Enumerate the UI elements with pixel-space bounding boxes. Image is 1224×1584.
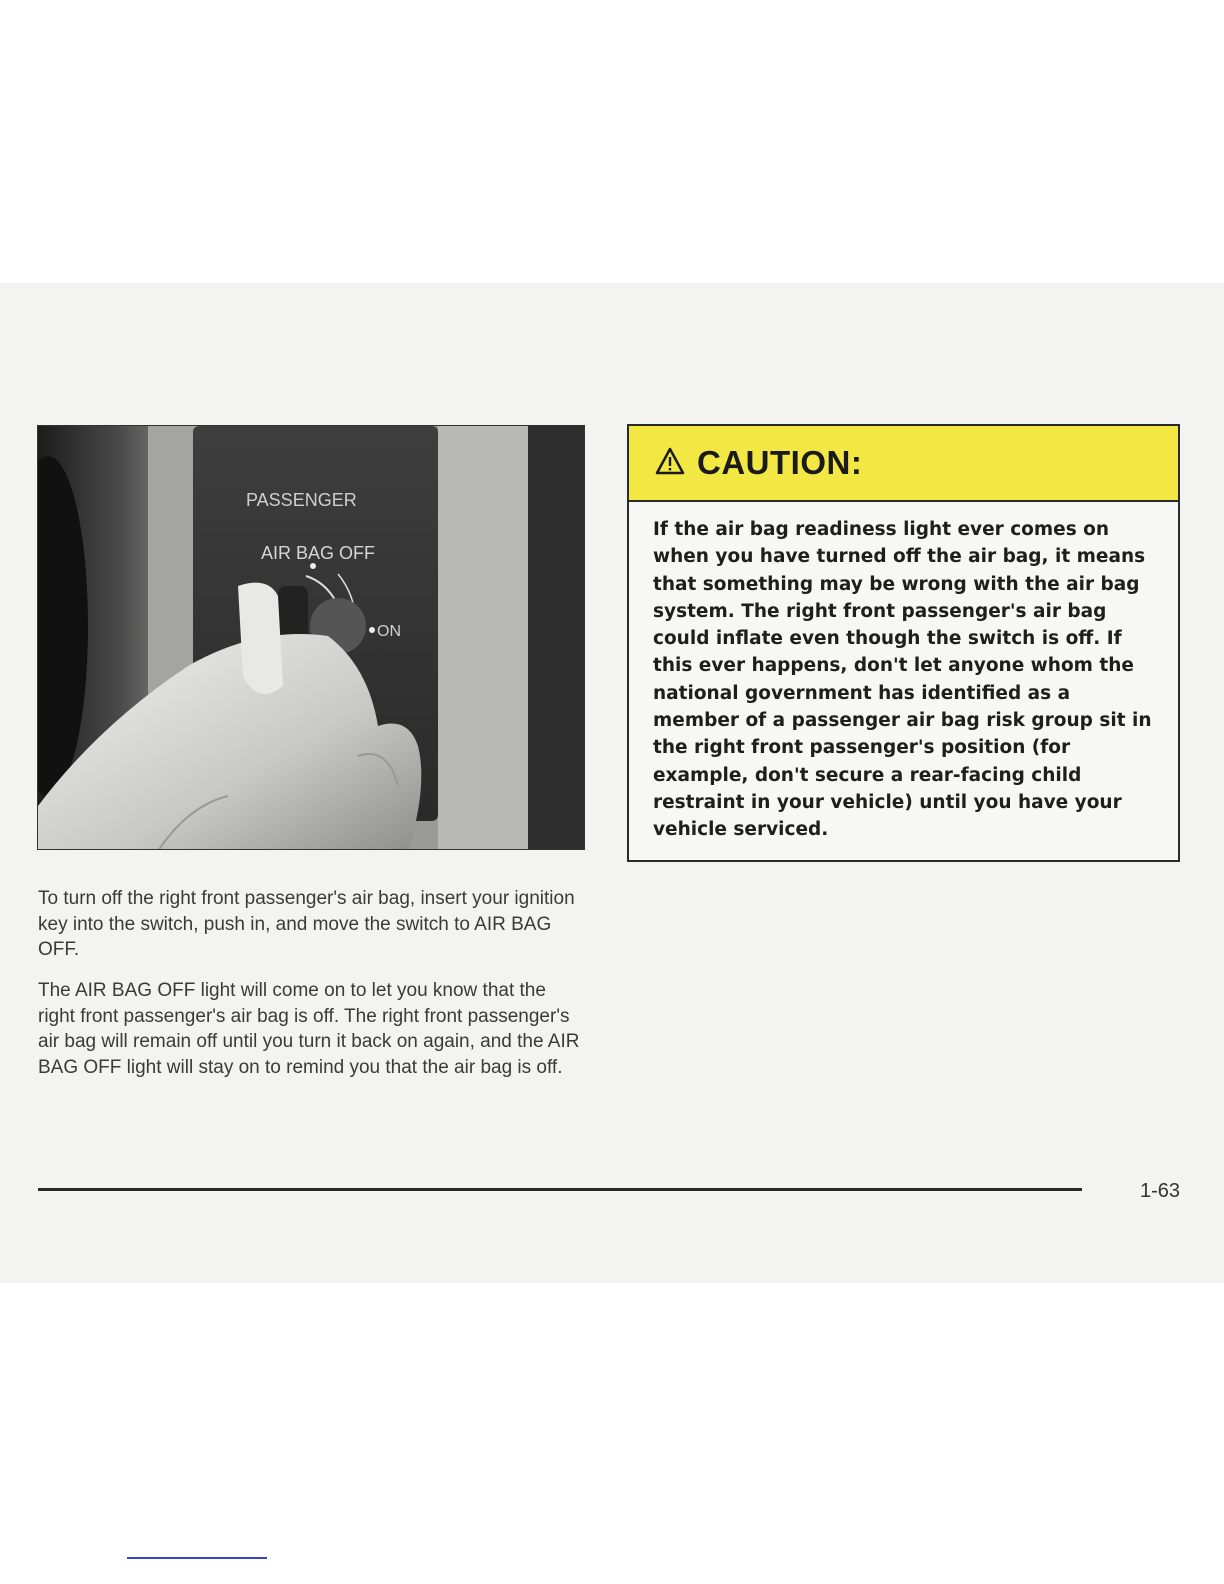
caution-title: CAUTION: <box>697 444 863 481</box>
warning-triangle-icon <box>655 447 685 480</box>
paragraph-air-bag-off-light: The AIR BAG OFF light will come on to let you know that the right front passenger's air bag is off. The right front passenger's air bag will remain off until you turn it back on again, and the AIR BAG OFF light will stay on to remind you that the air bag is off. <box>38 980 580 1078</box>
air-bag-off-label: AIR BAG OFF <box>261 543 376 563</box>
passenger-label: PASSENGER <box>246 490 357 510</box>
caution-box <box>627 424 1180 862</box>
paragraph-turn-off-instructions: To turn off the right front passenger's air bag, insert your ignition key into the switch, push in, and move the switch to AIR BAG OFF. <box>38 888 575 960</box>
footer-rule <box>38 1188 1082 1191</box>
bottom-link-underline <box>127 1557 267 1559</box>
caution-body-text: If the air bag readiness light ever comes on when you have turned off the air bag, it means that something may be wrong with the air bag system. The right front passenger's air bag could inflate even though the switch is off. If this ever happens, don't let anyone whom the national government has identified as a member of a passenger air bag risk group sit in the right front passenger's position (for example, don't secure a rear-facing child restraint in your vehicle) until you have your vehicle serviced. <box>653 519 1152 841</box>
caution-header <box>629 426 1178 502</box>
airbag-switch-photo <box>37 425 585 850</box>
page-number: 1-63 <box>1140 1180 1181 1202</box>
on-label: ON <box>377 623 401 640</box>
